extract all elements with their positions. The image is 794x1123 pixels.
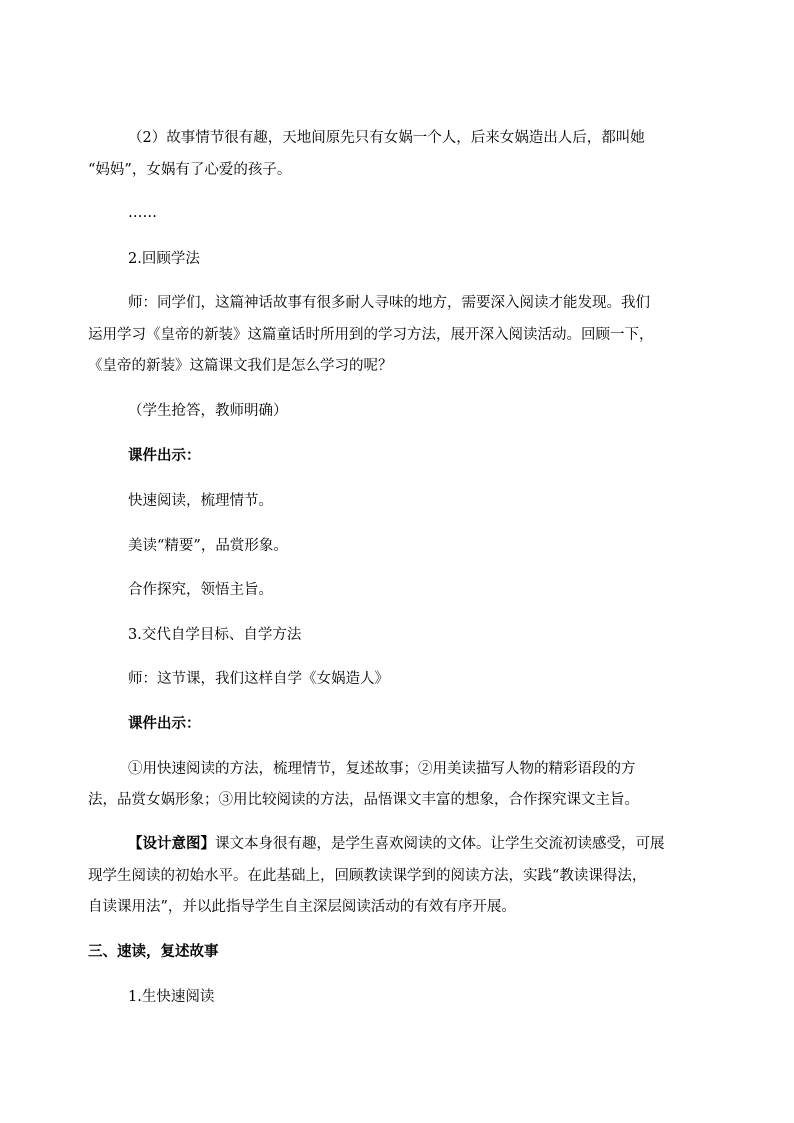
section-heading-review-methods: 2.回顾学法 [128, 251, 200, 267]
design-intent-label: 【设计意图】 [128, 835, 215, 852]
courseware-label-1: 课件出示： [128, 447, 201, 464]
paragraph-line-1: （2）故事情节很有趣，天地间原先只有女娲一个人，后来女娲造出人后，都叫她 [128, 130, 645, 146]
teacher-self-study-line: 师：这节课，我们这样自学《女娲造人》 [128, 671, 389, 687]
courseware-label-2: 课件出示： [128, 715, 201, 732]
student-answer-note: （学生抢答，教师明确） [128, 403, 288, 419]
courseware-item-3: 合作探究，领悟主旨。 [128, 582, 273, 598]
design-intent-line-2: 现学生阅读的初始水平。在此基础上，回顾教读课学到的阅读方法，实践“教读课得法， [88, 868, 647, 884]
courseware-item-1: 快速阅读，梳理情节。 [128, 493, 273, 509]
design-intent-line-3: 自读课用法”，并以此指导学生自主深层阅读活动的有效有序开展。 [88, 899, 516, 915]
courseware-item-2: 美读“精要”，品赏形象。 [128, 538, 288, 554]
ellipsis-line: …… [128, 205, 157, 221]
teacher-line-2: 运用学习《皇帝的新装》这篇童话时所用到的学习方法，展开深入阅读活动。回顾一下， [88, 327, 654, 343]
section-heading-self-study: 3.交代自学目标、自学方法 [128, 627, 302, 643]
section-heading-speed-reading: 三、速读，复述故事 [88, 943, 219, 960]
paragraph-line-2: “妈妈”，女娲有了心爱的孩子。 [88, 162, 292, 178]
design-intent-text: 课文本身很有趣，是学生喜欢阅读的文体。让学生交流初读感受，可展 [215, 836, 665, 852]
design-intent-line-1 [128, 834, 665, 854]
method-line-1: ①用快速阅读的方法，梳理情节，复述故事；②用美读描写人物的精彩语段的方 [128, 761, 636, 777]
subheading-fast-reading: 1.生快速阅读 [128, 989, 215, 1005]
teacher-line-3: 《皇帝的新装》这篇课文我们是怎么学习的呢？ [88, 358, 393, 374]
teacher-line-1: 师：同学们，这篇神话故事有很多耐人寻味的地方，需要深入阅读才能发现。我们 [128, 295, 650, 311]
method-line-2: 法，品赏女娲形象；③用比较阅读的方法，品悟课文丰富的想象，合作探究课文主旨。 [88, 792, 639, 808]
